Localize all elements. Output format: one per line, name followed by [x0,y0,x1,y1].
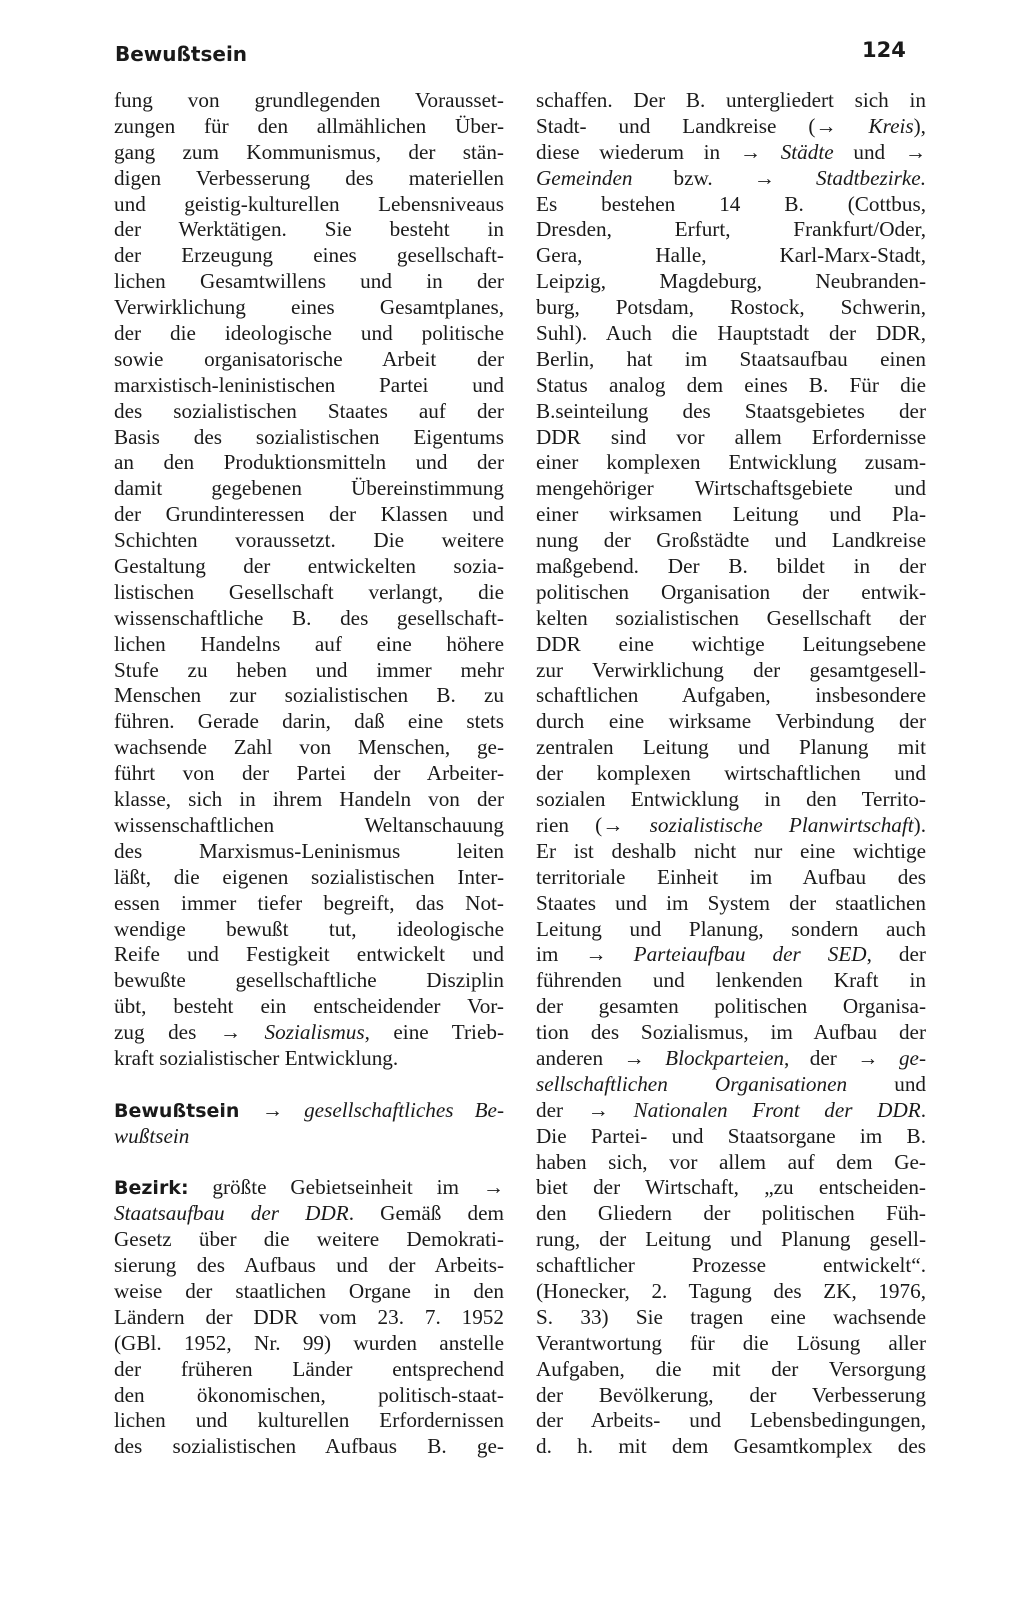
text-line [536,1227,926,1253]
text-line [536,1331,926,1357]
text-line [536,865,926,891]
text: und [847,1071,926,1096]
text-line [114,968,504,994]
arrow-symbol: → [904,139,926,164]
text-line [114,683,504,709]
text-line [114,1279,504,1305]
text: bewußte gesellschaftliche Disziplin [114,968,504,993]
text-line [114,1305,504,1331]
reference: Gemeinden [536,165,633,190]
text-line [536,1408,926,1434]
text: der komplexen wirtschaftlichen und [536,761,926,786]
text-line [114,347,504,373]
text: einer komplexen Entwicklung zusam- [536,450,926,475]
text: Suhl). Auch die Hauptstadt der DDR, [536,321,926,346]
reference: wußtsein [114,1123,190,1148]
text: des sozialistischen Aufbaus B. ge- [114,1434,504,1459]
text: Die Partei- und Staatsorgane im B. [536,1123,926,1148]
text: ), [913,113,926,138]
text: Gera, Halle, Karl-Marx-Stadt, [536,243,926,268]
text: übt, besteht ein entscheidender Vor- [114,994,504,1019]
text: kelten sozialistischen Gesellschaft der [536,605,926,630]
text-line [536,425,926,451]
text-line [114,140,504,166]
arrow-symbol: → [857,1045,879,1070]
text: zentralen Leitung und Planung mit [536,735,926,760]
text: sowie organisatorische Arbeit der [114,346,504,371]
text: rung, der Leitung und Planung gesell- [536,1227,926,1252]
text-line [114,1383,504,1409]
text: bzw. [632,165,754,190]
text-line [114,1357,504,1383]
text: Stadt- und Landkreise ( [536,113,816,138]
text-line [536,1253,926,1279]
text: Verwirklichung eines Gesamtplanes, [114,295,504,320]
arrow-symbol: → [753,165,775,190]
text: des Marxismus-Leninismus leiten [114,838,504,863]
text-line [536,1279,926,1305]
paragraph-gap [114,1072,504,1098]
text-line [114,114,504,140]
text-line [536,554,926,580]
text-line [114,709,504,735]
text-line [114,528,504,554]
text: führt von der Partei der Arbeiter- [114,761,504,786]
text-line [114,917,504,943]
text-line [536,968,926,994]
text: schaftlicher Prozesse entwickelt“. [536,1253,926,1278]
text-line [536,683,926,709]
text-line [536,295,926,321]
text-line [536,1357,926,1383]
reference: Sozialismus [241,1020,365,1045]
text-line [114,1253,504,1279]
text: digen Verbesserung des materiellen [114,165,504,190]
text: der die ideologische und politische [114,321,504,346]
text: Es bestehen 14 B. (Cottbus, [536,191,926,216]
text-line [114,476,504,502]
text: der Arbeits- und Lebensbedingungen, [536,1408,926,1433]
text: politischen Organisation der entwik- [536,579,926,604]
text-line [536,373,926,399]
arrow-symbol: → [261,1097,284,1122]
running-head: Bewußtsein [115,42,248,66]
text: marxistisch-leninistischen Partei und [114,372,504,397]
text: der Erzeugung eines gesellschaft- [114,243,504,268]
text: tion des Sozialismus, im Aufbau der [536,1020,926,1045]
text-line [114,1434,504,1460]
reference: sozialistische Planwirtschaft [623,812,914,837]
text: führenden und lenkenden Kraft in [536,968,926,993]
text-line [536,1020,926,1046]
text: der [536,1097,588,1122]
text-line [536,994,926,1020]
text: Dresden, Erfurt, Frankfurt/Oder, [536,217,926,242]
arrow-symbol: → [587,1097,609,1122]
left-column [114,88,504,1460]
text-line [114,1201,504,1227]
text: Status analog dem eines B. Für die [536,372,926,397]
arrow-symbol: → [815,113,837,138]
text: Berlin, hat im Staatsaufbau einen [536,346,926,371]
text: DDR sind vor allem Erfordernisse [536,424,926,449]
text-line [114,606,504,632]
text-line [536,1175,926,1201]
text: ). [913,812,926,837]
text-line [114,865,504,891]
text: (GBl. 1952, Nr. 99) wurden anstelle [114,1330,504,1355]
text: maßgebend. Der B. bildet in der [536,554,926,579]
reference: gesellschaftliches Be- [283,1097,504,1122]
text-line [536,217,926,243]
text-line [114,243,504,269]
paragraph-gap [114,1150,504,1176]
text-line [536,476,926,502]
text-line [114,88,504,114]
text: rien ( [536,812,603,837]
text-line [114,994,504,1020]
text-line [536,580,926,606]
text: Basis des sozialistischen Eigentums [114,424,504,449]
text: biet der Wirtschaft, „zu entscheiden- [536,1175,926,1200]
text: wendige bewußt tut, ideologische [114,916,504,941]
text-line [536,1383,926,1409]
text: Aufgaben, die mit der Versorgung [536,1356,926,1381]
text: . Gemäß dem [348,1201,504,1226]
text-line [536,787,926,813]
text: der Grundinteressen der Klassen und [114,502,504,527]
text-line [114,554,504,580]
text-line [114,813,504,839]
arrow-symbol: → [219,1020,242,1045]
text: an den Produktionsmitteln und der [114,450,504,475]
text: der gesamten politischen Organisa- [536,994,926,1019]
text-line [114,166,504,192]
arrow-symbol: → [739,139,761,164]
page-number: 124 [862,38,906,62]
text-line [536,450,926,476]
text: lichen Gesamtwillens und in der [114,269,504,294]
text-line [536,761,926,787]
text-line [114,217,504,243]
reference: Stadtbezirke. [774,165,926,190]
text: zur Verwirklichung der gesamtgesell- [536,657,926,682]
text: Leipzig, Magdeburg, Neubranden- [536,269,926,294]
text: haben sich, vor allem auf dem Ge- [536,1149,926,1174]
text: durch eine wirksame Verbindung der [536,709,926,734]
text: den Gliedern der politischen Füh- [536,1201,926,1226]
text-line [114,192,504,218]
text-line [114,761,504,787]
reference: sellschaftlichen Organisationen [536,1071,848,1096]
text: fung von grundlegenden Vorausset- [114,88,504,112]
text: (Honecker, 2. Tagung des ZK, 1976, [536,1278,926,1303]
text-line [536,917,926,943]
text: schaftlichen Aufgaben, insbesondere [536,683,926,708]
text-line [114,502,504,528]
text-line [536,813,926,839]
text: schaffen. Der B. untergliedert sich in [536,88,926,112]
text-line [536,321,926,347]
text-line [536,243,926,269]
text: Gestaltung der entwickelten sozia- [114,554,504,579]
text: und [833,139,905,164]
text: des sozialistischen Staates auf der [114,398,504,423]
text-line [536,166,926,192]
text: zug des [114,1020,220,1045]
text: nung der Großstädte und Landkreise [536,528,926,553]
text-line [536,347,926,373]
text-line [536,632,926,658]
reference: Blockparteien [644,1045,785,1070]
text: gang zum Kommunismus, der stän- [114,139,504,164]
headword: Bezirk: [114,1177,189,1200]
text: B.seinteilung des Staatsgebietes der [536,398,926,423]
text-line [114,1046,504,1072]
text: , der [866,942,926,967]
reference: Kreis [836,113,914,138]
text-line [536,606,926,632]
text: der Werktätigen. Sie besteht in [114,217,504,242]
text-line [114,425,504,451]
text-line [536,1124,926,1150]
headword: Bewußtsein [114,1099,262,1122]
text-line [536,1046,926,1072]
text: kraft sozialistischer Entwicklung. [114,1045,399,1070]
text-line [536,399,926,425]
text: essen immer tiefer begreift, das Not- [114,890,504,915]
text-line [536,1201,926,1227]
text: diese wiederum in [536,139,740,164]
text: territoriale Einheit im Aufbau des [536,864,926,889]
text: Reife und Festigkeit entwickelt und [114,942,504,967]
text: . [920,1097,926,1122]
text-line [114,1020,504,1046]
text: sozialen Entwicklung in den Territo- [536,787,926,812]
text: wissenschaftliche B. des gesellschaft- [114,605,504,630]
text: und geistig-kulturellen Lebensniveaus [114,191,504,216]
reference: Staatsaufbau der DDR [114,1201,349,1226]
text: Ländern der DDR vom 23. 7. 1952 [114,1304,504,1329]
text: klasse, sich in ihrem Handeln von der [114,787,504,812]
text: mengehöriger Wirtschaftsgebiete und [536,476,926,501]
text-line [114,787,504,813]
text: führen. Gerade darin, daß eine stets [114,709,504,734]
text-line [536,709,926,735]
text-line [114,321,504,347]
text-line [114,1124,504,1150]
text-line [536,140,926,166]
text-line [114,1227,504,1253]
text: größte Gebietseinheit im [188,1175,483,1200]
text: der früheren Länder entsprechend [114,1356,504,1381]
text: lichen und kulturellen Erfordernissen [114,1408,504,1433]
text: Gesetz über die weitere Demokrati- [114,1227,504,1252]
text-line [536,1072,926,1098]
text: den ökonomischen, politisch-staat- [114,1382,504,1407]
text: listischen Gesellschaft verlangt, die [114,579,504,604]
text: Stufe zu heben und immer mehr [114,657,504,682]
arrow-symbol: → [482,1175,504,1200]
arrow-symbol: → [585,942,607,967]
reference: Nationalen Front der DDR [608,1097,921,1122]
text-line [536,891,926,917]
text-line [536,1150,926,1176]
text: läßt, die eigenen sozialistischen Inter- [114,864,504,889]
text-line [114,1175,504,1201]
text: lichen Handelns auf eine höhere [114,631,504,656]
text: Leitung und Planung, sondern auch [536,916,926,941]
text-line [114,658,504,684]
text-line [536,1305,926,1331]
text-line [114,735,504,761]
text: Staates und im System der staatlichen [536,890,926,915]
text: Schichten voraussetzt. Die weitere [114,528,504,553]
text-line [536,735,926,761]
text-line [536,192,926,218]
reference: Parteiaufbau der SED [606,942,867,967]
reference: ge- [878,1045,926,1070]
text-line [114,295,504,321]
text: DDR eine wichtige Leitungsebene [536,631,926,656]
text-line [536,269,926,295]
text: burg, Potsdam, Rostock, Schwerin, [536,295,926,320]
text: zungen für den allmählichen Über- [114,113,504,138]
text-line [114,269,504,295]
reference: Städte [761,139,834,164]
text-line [536,88,926,114]
text-line [114,1098,504,1124]
text-line [536,502,926,528]
text: Menschen zur sozialistischen B. zu [114,683,504,708]
text-line [114,891,504,917]
text: anderen [536,1045,624,1070]
text: S. 33) Sie tragen eine wachsende [536,1304,926,1329]
text-line [536,839,926,865]
right-column [536,88,926,1460]
text-line [536,942,926,968]
text-line [536,114,926,140]
text-line [536,528,926,554]
text: weise der staatlichen Organe in den [114,1278,504,1303]
text-line [114,373,504,399]
text-line [536,658,926,684]
text-line [114,1331,504,1357]
arrow-symbol: → [602,812,624,837]
text: im [536,942,586,967]
text: Er ist deshalb nicht nur eine wichtige [536,838,926,863]
text-line [114,942,504,968]
arrow-symbol: → [623,1045,645,1070]
text: , eine Trieb- [364,1020,504,1045]
text: , der [784,1045,858,1070]
text: damit gegebenen Übereinstimmung [114,476,504,501]
text: der Bevölkerung, der Verbesserung [536,1382,926,1407]
text-line [114,450,504,476]
text-line [536,1098,926,1124]
text: wissenschaftlichen Weltanschauung [114,812,504,837]
text-line [114,580,504,606]
text: sierung des Aufbaus und der Arbeits- [114,1253,504,1278]
text: wachsende Zahl von Menschen, ge- [114,735,504,760]
text-line [114,1408,504,1434]
text: d. h. mit dem Gesamtkomplex des [536,1434,926,1459]
text-line [114,839,504,865]
text-line [536,1434,926,1460]
text: Verantwortung für die Lösung aller [536,1330,926,1355]
text-line [114,632,504,658]
text-line [114,399,504,425]
text: einer wirksamen Leitung und Pla- [536,502,926,527]
